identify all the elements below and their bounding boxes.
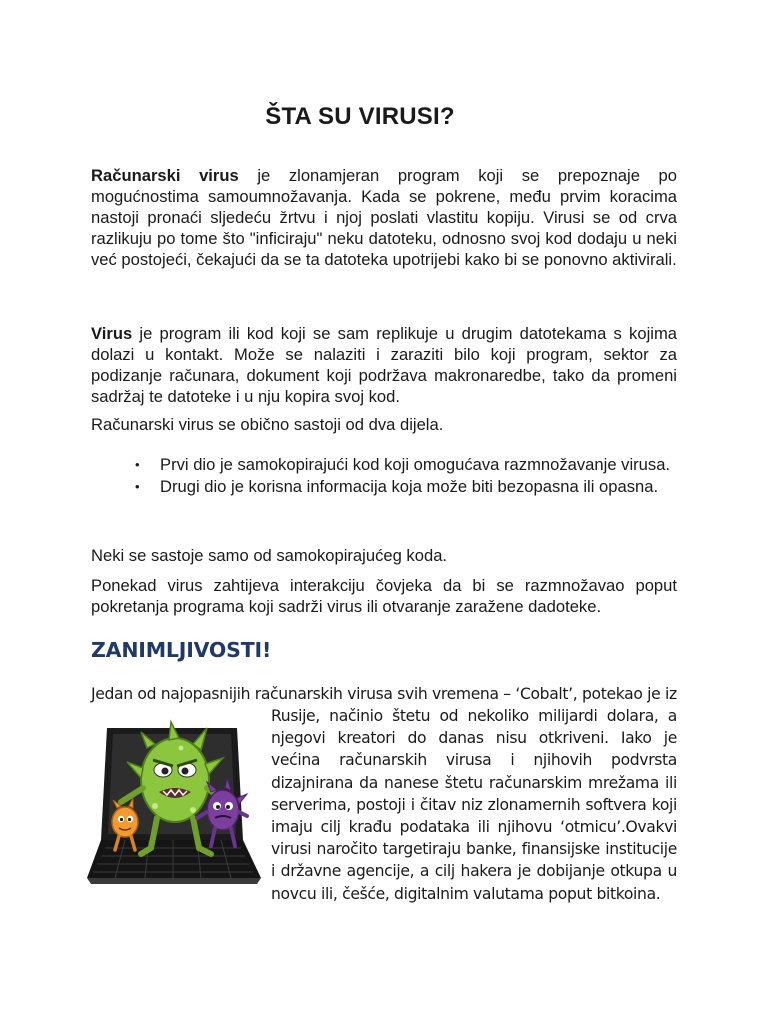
- paragraph-text: je zlonamjeran program koji se prepoznaje po mogućnostima samoumnožavanja. Kada se pokrene, među prvim koracima nastoji pronaći sljedeću žrtvu i njoj poslati vlastitu kopiju. Virusi se od crva razlikuju po tome što "inficiraju" neku datoteku, odnosno svoj kod dodaju u neki već postojeći, čekajući da se ta datoteka upotrijebi kako bi se ponovno aktivirali.: [91, 166, 677, 269]
- section-heading-zanimljivosti: ZANIMLJIVOSTI!: [91, 638, 272, 662]
- bullet-item: • Prvi dio je samokopirajući kod koji omogućava razmnožavanje virusa.: [91, 454, 677, 475]
- paragraph-computer-virus: [91, 165, 677, 270]
- paragraph-virus: [91, 323, 677, 407]
- laptop-edge: [87, 878, 261, 884]
- page-title: ŠTA SU VIRUSI?: [265, 103, 455, 130]
- story-first-line: Jedan od najopasnijih računarskih virusa svih vremena – ‘Cobalt’, potekao je iz: [91, 685, 677, 703]
- paragraph-text: je program ili kod koji se sam replikuje u drugim datotekama s kojima dolazi u kontakt. Može se nalaziti i zaraziti bilo koji program, sektor za podizanje računara, dokument koji podržava makronaredbe, tako da promeni sadržaj te datoteke i u nju kopira svoj kod.: [91, 324, 677, 406]
- bullet-item: • Drugi dio je korisna informacija koja može biti bezopasna ili opasna.: [91, 476, 677, 497]
- bullet-list: [91, 454, 677, 498]
- paragraph-interaction: Ponekad virus zahtijeva interakciju čovjeka da bi se razmnožavao poput pokretanja programa koji sadrži virus ili otvaranje zaražene dadoteke.: [91, 576, 677, 616]
- paragraph-two-parts: Računarski virus se obično sastoji od dva dijela.: [91, 415, 444, 434]
- paragraph-self-copying: Neki se sastoje samo od samokopirajućeg koda.: [91, 546, 448, 565]
- virus-monsters-laptop-illustration: [85, 718, 265, 888]
- laptop-virus-image: [85, 718, 265, 888]
- term-racunarski-virus: Računarski virus: [91, 166, 239, 185]
- story-text: Rusije, načinio štetu od nekoliko milijardi dolara, a njegovi kreatori do danas nisu otkriveni. Iako je većina računarskih virusa i njihovih podvrsta dizajnirana da nanese štetu računarskim mrežama ili serverima, postoji i čitav niz zlonamernih softvera koji imaju cilj krađu podataka ili njihovu ‘otmicu’.Ovakvi virusi naročito targetiraju banke, finansijske institucije i državne agencije, a cilj hakera je dobijanje otkupa u novcu ili, češće, digitalnim valutama poput bitkoina.: [271, 707, 677, 903]
- term-virus: Virus: [91, 324, 133, 343]
